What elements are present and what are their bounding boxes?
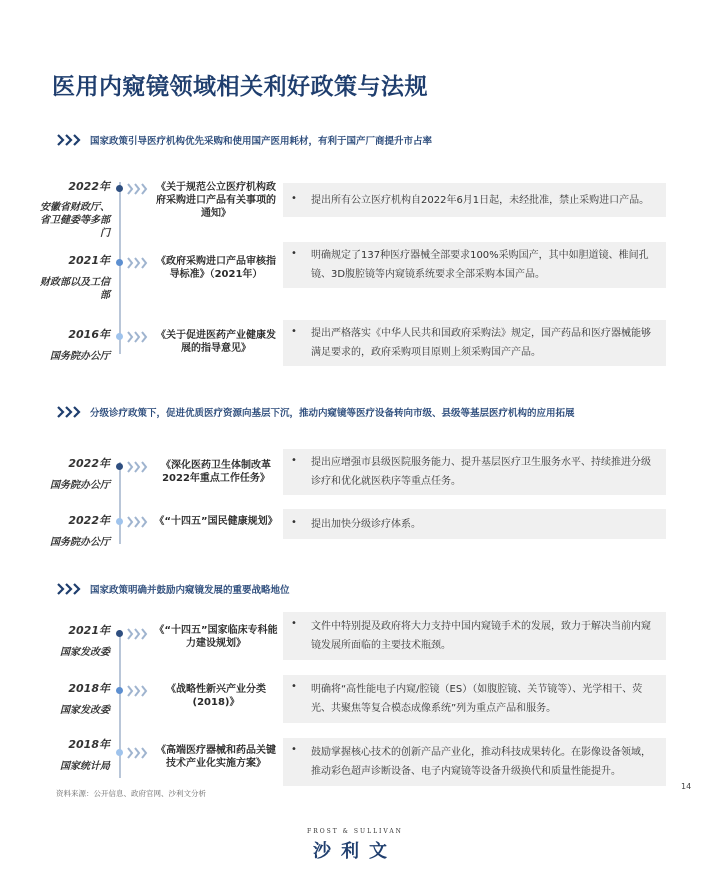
policy-name: 《战略性新兴产业分类(2018)》 xyxy=(166,684,266,708)
policy-description-box xyxy=(283,449,666,495)
timeline-dot xyxy=(116,463,123,470)
section-header-1 xyxy=(56,130,432,150)
policy-description: 明确规定了137种医疗器械全部要求100%采购国产，其中如胆道镜、椎间孔镜、3D腹腔镜等内窥镜系统要求全部采购本国产品。 xyxy=(311,250,649,280)
timeline-department: 国务院办公厅 xyxy=(50,351,110,362)
bullet-icon: • xyxy=(291,744,297,755)
bullet-icon: • xyxy=(291,248,297,259)
source-note: 资料来源：公开信息、政府官网、沙利文分析 xyxy=(56,789,206,798)
timeline-year: 2022年 xyxy=(68,457,110,470)
policy-description-box xyxy=(283,183,666,217)
policy-description: 提出加快分级诊疗体系。 xyxy=(311,518,421,530)
section-title: 国家政策引导医疗机构优先采购和使用国产医用耗材，有利于国产厂商提升市占率 xyxy=(90,136,433,147)
timeline-dot xyxy=(116,333,123,340)
logo-english: FROST & SULLIVAN xyxy=(307,828,403,835)
section-title: 国家政策明确并鼓励内窥镜发展的重要战略地位 xyxy=(90,585,290,596)
timeline-department: 国务院办公厅 xyxy=(50,537,110,548)
policy-description: 明确将“高性能电子内窥/腔镜（ES）（如腹腔镜、关节镜等）、光学相干、荧光、共聚焦等复合模态成像系统”列为重点产品和服务。 xyxy=(311,684,643,714)
policy-description-box xyxy=(283,675,666,723)
bullet-icon: • xyxy=(291,618,297,629)
timeline-dot xyxy=(116,687,123,694)
timeline-dot xyxy=(116,630,123,637)
logo-chinese: 沙利文 xyxy=(313,841,397,862)
policy-description-box xyxy=(283,242,666,288)
timeline-line xyxy=(119,182,121,354)
bullet-icon: • xyxy=(291,193,297,204)
policy-description: 文件中特别提及政府将大力支持中国内窥镜手术的发展，致力于解决当前内窥镜发展所面临的主要技术瓶颈。 xyxy=(311,621,651,651)
bullet-icon: • xyxy=(291,517,297,528)
policy-description-box xyxy=(283,320,666,366)
timeline-line xyxy=(119,462,121,544)
section-header-3 xyxy=(56,579,290,599)
policy-name: 《深化医药卫生体制改革2022年重点工作任务》 xyxy=(161,460,271,484)
triple-chevron-icon xyxy=(56,583,82,595)
timeline-dot xyxy=(116,749,123,756)
timeline-department: 安徽省财政厅、省卫健委等多部门 xyxy=(40,202,110,239)
timeline-year: 2022年 xyxy=(68,180,110,193)
timeline-department: 财政部以及工信部 xyxy=(40,277,110,301)
section-title: 分级诊疗政策下，促进优质医疗资源向基层下沉，推动内窥镜等医疗设备转向市级、县级等基层医疗机构的应用拓展 xyxy=(90,408,575,419)
arrow-icon xyxy=(127,331,149,343)
policy-name: 《高端医疗器械和药品关键技术产业化实施方案》 xyxy=(156,745,276,769)
policy-name: 《政府采购进口产品审核指导标准》（2021年） xyxy=(156,256,276,280)
page-number: 14 xyxy=(681,782,692,791)
section-header-2 xyxy=(56,402,575,422)
timeline-department: 国家发改委 xyxy=(60,705,110,716)
arrow-icon xyxy=(127,685,149,697)
timeline-year: 2022年 xyxy=(68,514,110,527)
timeline-year: 2016年 xyxy=(68,328,110,341)
arrow-icon xyxy=(127,461,149,473)
policy-description: 鼓励掌握核心技术的创新产品产业化，推动科技成果转化。在影像设备领域，推动彩色超声诊断设备、电子内窥镜等设备升级换代和质量性能提升。 xyxy=(311,747,651,777)
policy-name: 《“十四五”国家临床专科能力建设规划》 xyxy=(154,625,278,649)
policy-name: 《“十四五”国民健康规划》 xyxy=(154,516,278,527)
policy-description: 提出所有公立医疗机构自2022年6月1日起，未经批准，禁止采购进口产品。 xyxy=(311,194,650,206)
policy-description-box xyxy=(283,612,666,660)
arrow-icon xyxy=(127,516,149,528)
bullet-icon: • xyxy=(291,681,297,692)
timeline-department: 国务院办公厅 xyxy=(50,480,110,491)
page-title: 医用内窥镜领域相关利好政策与法规 xyxy=(52,74,428,100)
arrow-icon xyxy=(127,747,149,759)
policy-name: 《关于促进医药产业健康发展的指导意见》 xyxy=(156,330,276,354)
policy-description: 提出应增强市县级医院服务能力、提升基层医疗卫生服务水平、持续推进分级诊疗和优化就医秩序等重点任务。 xyxy=(311,457,651,487)
arrow-icon xyxy=(127,257,149,269)
triple-chevron-icon xyxy=(56,134,82,146)
timeline-year: 2021年 xyxy=(68,624,110,637)
arrow-icon xyxy=(127,628,149,640)
policy-description: 提出严格落实《中华人民共和国政府采购法》规定，国产药品和医疗器械能够满足要求的，政府采购项目原则上须采购国产产品。 xyxy=(311,328,651,358)
bullet-icon: • xyxy=(291,326,297,337)
timeline-dot xyxy=(116,518,123,525)
policy-description-box xyxy=(283,509,666,539)
policy-name: 《关于规范公立医疗机构政府采购进口产品有关事项的通知》 xyxy=(156,182,276,219)
bullet-icon: • xyxy=(291,455,297,466)
timeline-department: 国家统计局 xyxy=(60,761,110,772)
policy-description-box xyxy=(283,738,666,786)
timeline-dot xyxy=(116,259,123,266)
timeline-department: 国家发改委 xyxy=(60,647,110,658)
arrow-icon xyxy=(127,183,149,195)
triple-chevron-icon xyxy=(56,406,82,418)
timeline-year: 2018年 xyxy=(68,682,110,695)
timeline-year: 2018年 xyxy=(68,738,110,751)
timeline-year: 2021年 xyxy=(68,254,110,267)
timeline-dot xyxy=(116,185,123,192)
